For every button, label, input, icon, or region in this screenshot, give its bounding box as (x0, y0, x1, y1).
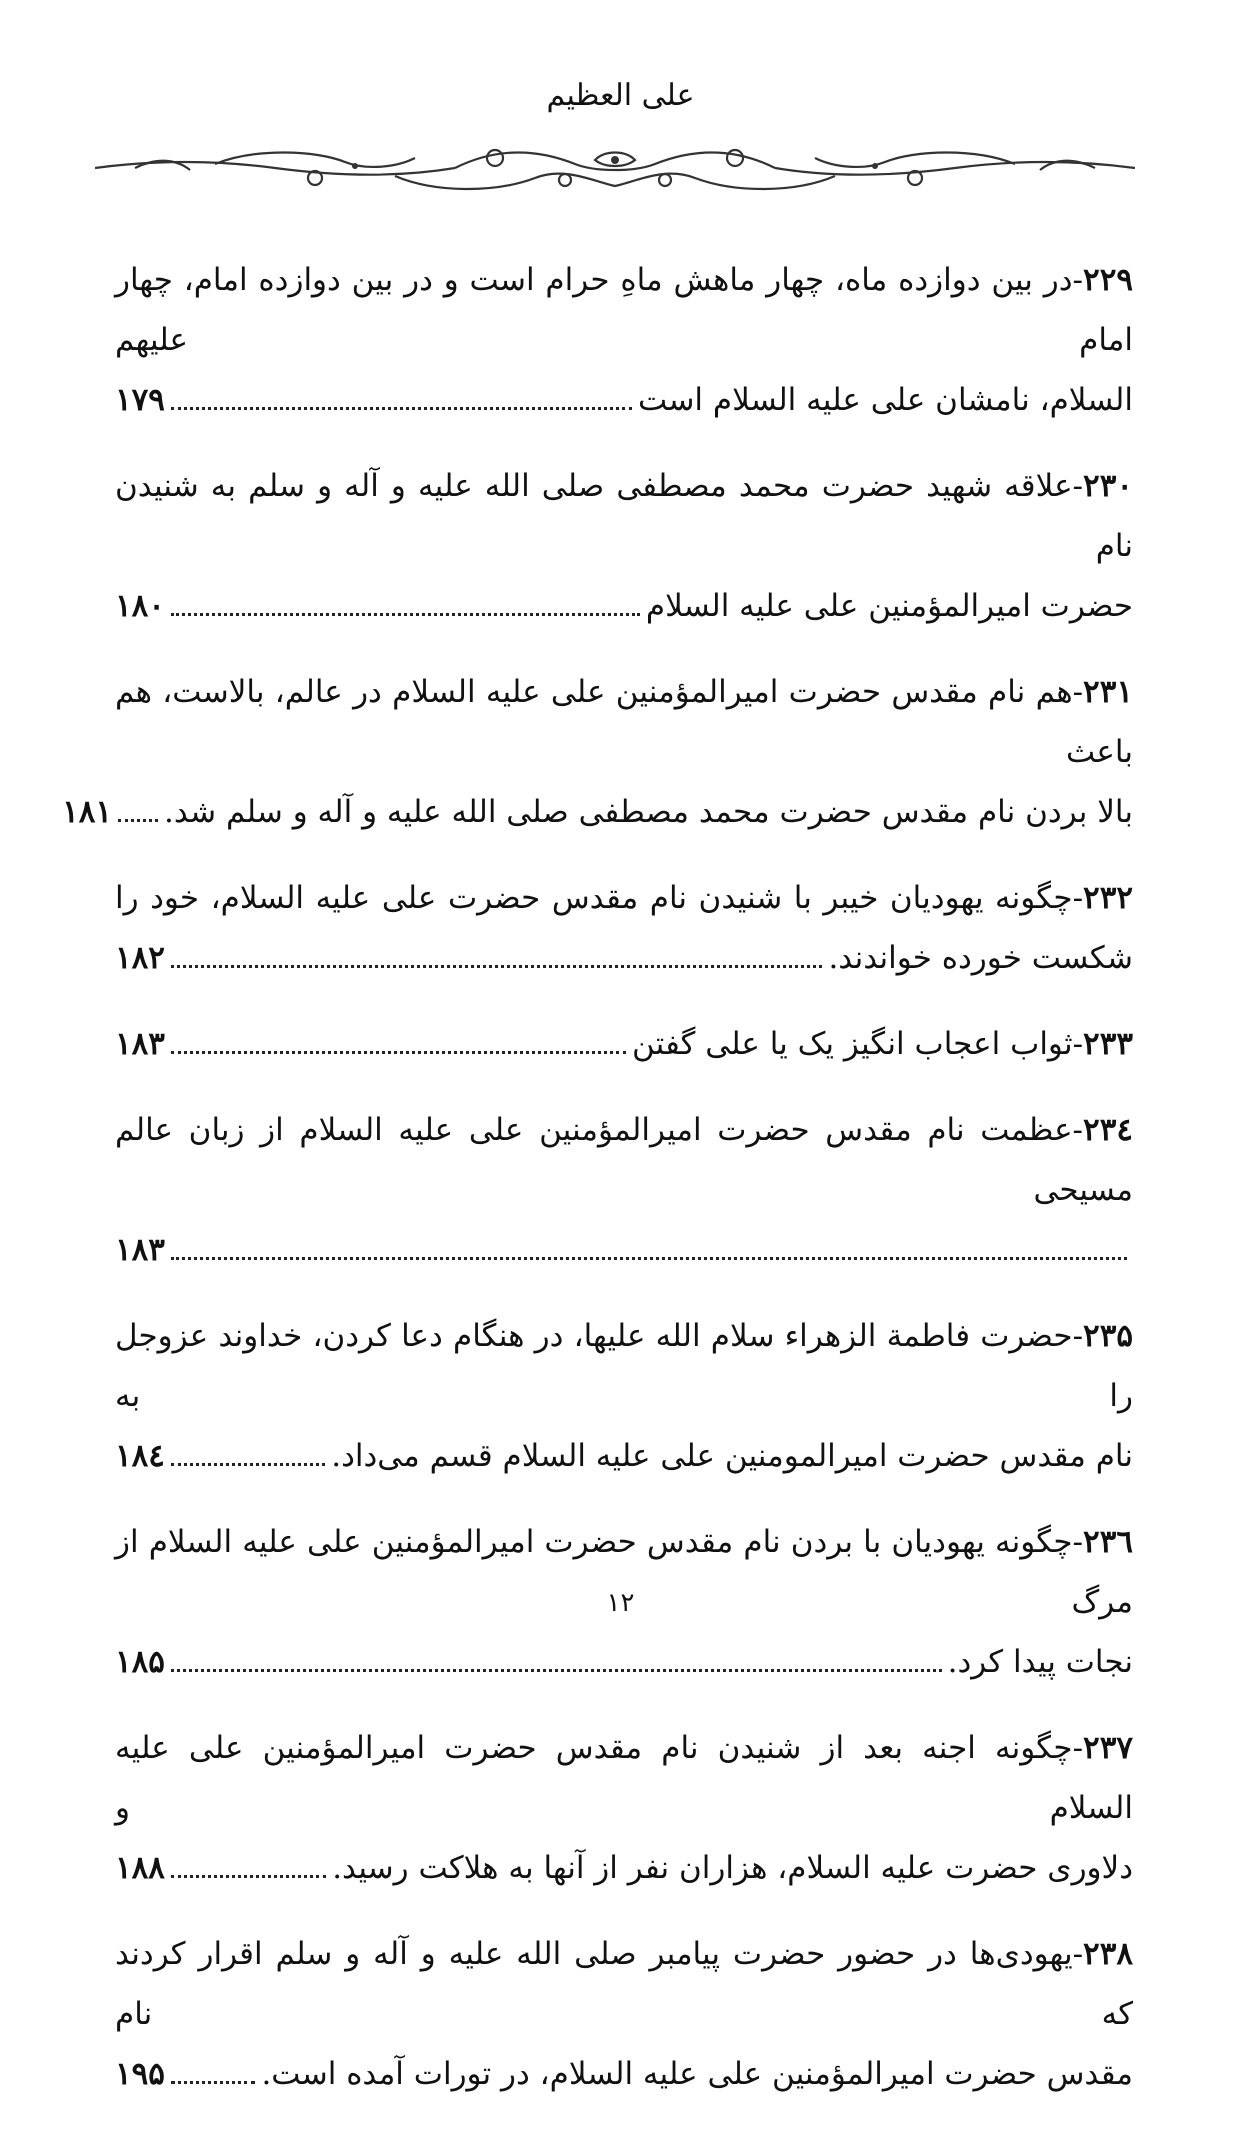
dot-leader (171, 613, 640, 616)
entry-page-number: ۱۸۳ (115, 1232, 165, 1268)
entry-number: ۲۳٦ (1083, 1524, 1133, 1560)
entry-page-number: ۱۸۳ (115, 1026, 165, 1062)
toc-entry-238[interactable] (115, 1924, 1133, 2104)
toc-entry-237[interactable] (115, 1718, 1133, 1898)
entry-number: ۲۳۵ (1083, 1318, 1133, 1354)
entry-page-number: ۱۸۱ (62, 794, 113, 830)
dot-leader (171, 1257, 1127, 1260)
entry-title-line: -چگونه یهودیان با بردن نام مقدس حضرت امیرالمؤمنین علی علیه السلام از مرگ (115, 1524, 1133, 1620)
entry-title-line: -عظمت نام مقدس حضرت امیرالمؤمنین علی علیه السلام از زبان عالم مسیحی (115, 1112, 1133, 1208)
entry-page-number: ۱۹۵ (115, 2056, 165, 2092)
entry-number: ۲۳۷ (1083, 1730, 1133, 1766)
entry-title-line: -چگونه یهودیان خیبر با شنیدن نام مقدس حضرت علی علیه السلام، خود را (115, 880, 1084, 916)
entry-number: ۲۳۰ (1083, 468, 1133, 504)
entry-number: ۲۳۸ (1083, 1936, 1133, 1972)
decorative-divider-ornament (95, 138, 1135, 198)
dot-leader (171, 1875, 326, 1878)
entry-title-continuation: حضرت امیرالمؤمنین علی علیه السلام (645, 588, 1133, 624)
entry-page-number: ۱۸۵ (115, 1644, 165, 1680)
toc-entry-233[interactable] (115, 1014, 1133, 1074)
toc-entry-230[interactable] (115, 456, 1133, 636)
toc-entry-231[interactable] (62, 662, 1133, 842)
table-of-contents (62, 250, 1133, 2130)
page-header-title: علی العظیم (546, 78, 695, 113)
dot-leader (171, 2081, 256, 2084)
entry-page-number: ۱۸۲ (115, 940, 165, 976)
entry-number: ۲۲۹ (1083, 262, 1133, 298)
toc-entry-229[interactable] (115, 250, 1133, 430)
entry-title-continuation: بالا بردن نام مقدس حضرت محمد مصطفی صلی الله علیه و آله و سلم شد. (164, 794, 1133, 830)
entry-page-number: ۱۸۸ (115, 1850, 165, 1886)
entry-title-continuation: نام مقدس حضرت امیرالمومنین علی علیه السلام قسم می‌داد. (331, 1438, 1133, 1474)
entry-title-continuation: نجات پیدا کرد. (947, 1644, 1133, 1680)
dot-leader (171, 1051, 626, 1054)
entry-title-line: -حضرت فاطمة الزهراء سلام الله علیها، در هنگام دعا کردن، خداوند عزوجل را به (115, 1318, 1133, 1414)
entry-title-line: -ثواب اعجاب انگیز یک یا علی گفتن (632, 1026, 1084, 1062)
entry-page-number: ۱۷۹ (115, 382, 165, 418)
toc-entry-234[interactable] (115, 1100, 1133, 1280)
entry-title-continuation: مقدس حضرت امیرالمؤمنین علی علیه السلام، در تورات آمده است. (261, 2056, 1133, 2092)
entry-page-number: ۱۸۰ (115, 588, 165, 624)
entry-number: ۲۳۲ (1083, 880, 1133, 916)
toc-entry-235[interactable] (115, 1306, 1133, 1486)
entry-title-line: -در بین دوازده ماه، چهار ماهش ماهِ حرام است و در بین دوازده امام، چهار امام علیهم (115, 262, 1133, 358)
toc-entry-232[interactable] (115, 868, 1133, 988)
entry-title-continuation: السلام، نامشان علی علیه السلام است (638, 382, 1133, 418)
dot-leader (171, 407, 632, 410)
entry-title-line: -هم نام مقدس حضرت امیرالمؤمنین علی علیه السلام در عالم، بالاست، هم باعث (115, 674, 1133, 770)
dot-leader (171, 1463, 325, 1466)
dot-leader (118, 819, 158, 822)
entry-title-line: -یهودی‌ها در حضور حضرت پیامبر صلی الله علیه و آله و سلم اقرار کردند که نام (115, 1936, 1133, 2032)
entry-number: ۲۳۱ (1083, 674, 1133, 710)
entry-title-line: -چگونه اجنه بعد از شنیدن نام مقدس حضرت امیرالمؤمنین علی علیه السلام و (115, 1730, 1133, 1826)
entry-number: ۲۳۳ (1083, 1026, 1133, 1062)
entry-title-continuation: شکست خورده خواندند. (828, 940, 1133, 976)
page-number: ۱۲ (606, 1588, 635, 1618)
entry-title-line: -علاقه شهید حضرت محمد مصطفی صلی الله علیه و آله و سلم به شنیدن نام (115, 468, 1133, 564)
entry-page-number: ۱۸٤ (115, 1438, 165, 1474)
entry-number: ۲۳٤ (1083, 1112, 1133, 1148)
entry-title-continuation: دلاوری حضرت علیه السلام، هزاران نفر از آنها به هلاکت رسید. (332, 1850, 1133, 1886)
dot-leader (171, 965, 823, 968)
dot-leader (171, 1669, 942, 1672)
